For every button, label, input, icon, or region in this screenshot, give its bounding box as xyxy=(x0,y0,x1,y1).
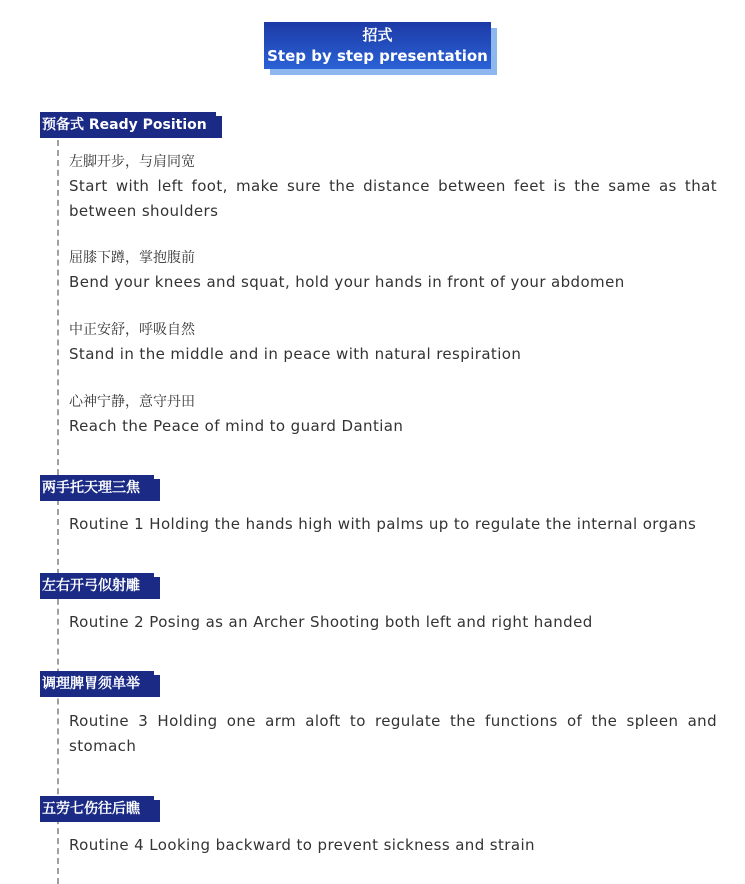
routine-3-text: Routine 3 Holding one arm aloft to regulate the functions of the spleen and stomach xyxy=(69,712,717,755)
ready-item-en: Start with left foot, make sure the distance between feet is the same as that between shoulders xyxy=(69,177,717,220)
timeline-dashed-line xyxy=(57,140,59,884)
routine-3-title: 调理脾胃须单举 xyxy=(40,671,154,697)
routine-2-title: 左右开弓似射雕 xyxy=(40,573,154,599)
routine-4-title: 五劳七伤往后瞧 xyxy=(40,796,154,822)
ready-item-cn: 屈膝下蹲，掌抱腹前 xyxy=(69,250,195,266)
header-title-cn: 招式 xyxy=(362,26,393,44)
routine-2-text: Routine 2 Posing as an Archer Shooting both left and right handed xyxy=(69,613,593,631)
ready-position-title: 预备式 Ready Position xyxy=(40,112,216,138)
routine-1-text: Routine 1 Holding the hands high with palms up to regulate the internal organs xyxy=(69,515,697,533)
ready-item-cn: 左脚开步，与肩同宽 xyxy=(69,154,195,170)
ready-item-en: Stand in the middle and in peace with natural respiration xyxy=(69,345,522,363)
ready-item-en: Bend your knees and squat, hold your hands in front of your abdomen xyxy=(69,273,625,291)
header-box xyxy=(264,22,491,69)
routine-4-text: Routine 4 Looking backward to prevent sickness and strain xyxy=(69,836,535,854)
ready-item-cn: 中正安舒，呼吸自然 xyxy=(69,322,195,338)
ready-item-en: Reach the Peace of mind to guard Dantian xyxy=(69,417,404,435)
ready-item-cn: 心神宁静，意守丹田 xyxy=(69,394,195,410)
header-title-en: Step by step presentation xyxy=(267,47,488,65)
routine-1-title: 两手托天理三焦 xyxy=(40,475,154,501)
section-header xyxy=(264,22,497,75)
